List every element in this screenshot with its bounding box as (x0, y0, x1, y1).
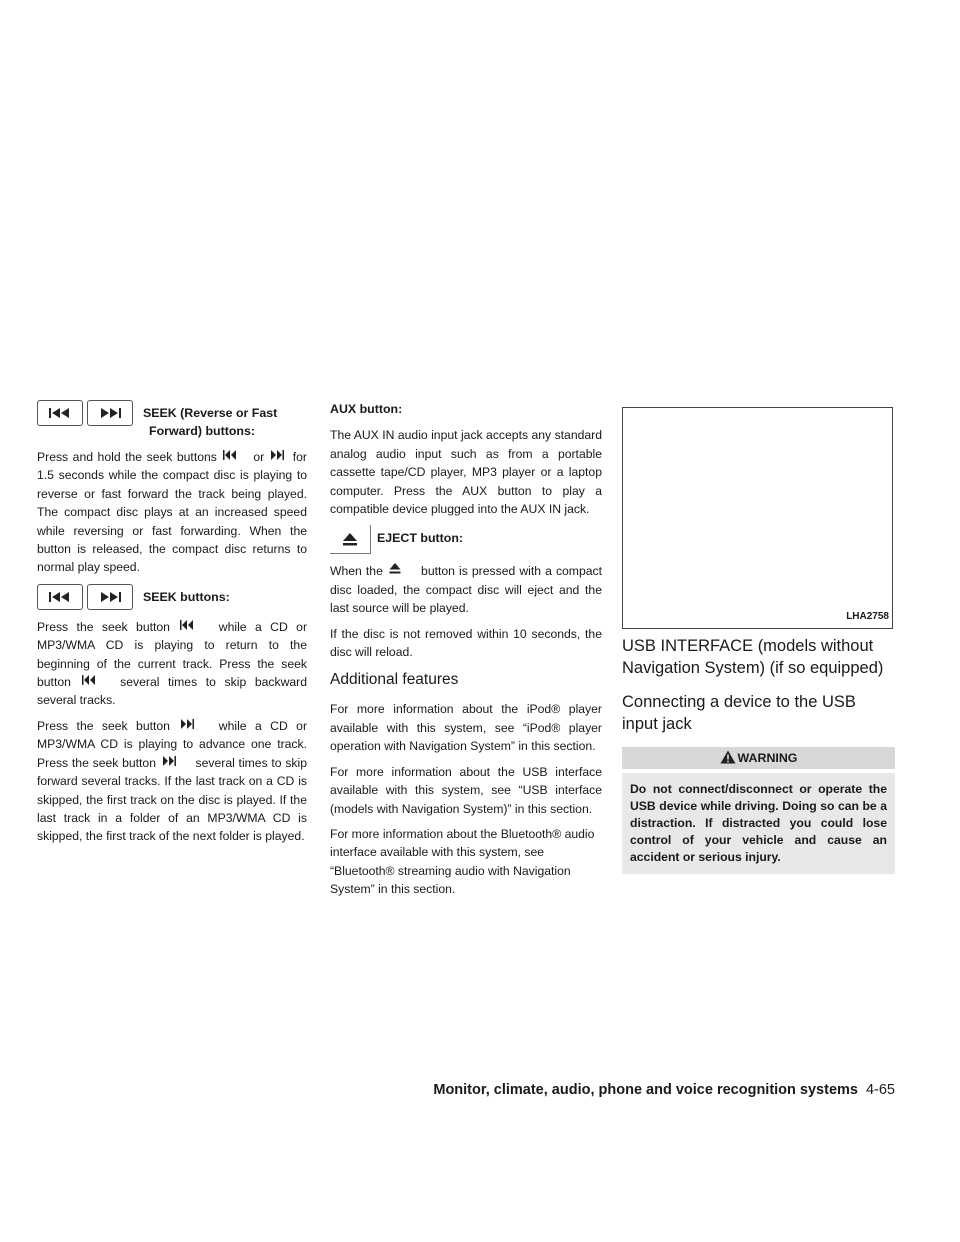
seek-reverse-icon (47, 591, 73, 603)
eject-keycap (330, 525, 371, 554)
seek-button-pair (37, 400, 137, 426)
seek-heading-row (37, 584, 307, 610)
seek-fast-heading-row (37, 400, 307, 440)
additional-ipod-paragraph: For more information about the iPod® player available with this system, see “iPod® player operation with Navigation System” in this section. (330, 702, 602, 754)
warning-header (622, 747, 895, 769)
aux-paragraph: The AUX IN audio input jack accepts any standard analog audio input such as from a portable cassette tape/CD player, MP3 player or a laptop computer. Press the AUX button to play a compatible device plugged into the AUX IN jack. (330, 428, 602, 517)
column-middle (330, 400, 602, 906)
warning-triangle-icon (720, 750, 736, 764)
seek-forward-icon (97, 407, 123, 419)
seek-reverse-icon (47, 407, 73, 419)
seek-button-pair (37, 584, 137, 610)
seek-forward-icon (270, 450, 284, 460)
eject-heading-row (330, 525, 602, 554)
seek-reverse-icon (223, 450, 237, 460)
eject-icon (389, 563, 401, 574)
additional-usb-paragraph: For more information about the USB interface available with this system, see “USB interface (models with Navigation System)” in this section. (330, 764, 602, 816)
seek-reverse-keycap (37, 400, 83, 426)
seek-reverse-icon (180, 620, 194, 630)
seek-reverse-icon (82, 675, 96, 685)
eject-heading: EJECT button: (377, 531, 464, 546)
page-footer (433, 1082, 895, 1098)
column-left (37, 400, 307, 853)
footer-section-title: Monitor, climate, audio, phone and voice recognition systems (433, 1082, 858, 1098)
warning-label: WARNING (737, 751, 798, 765)
aux-heading: AUX button: (330, 402, 403, 416)
seek-forward-icon (180, 719, 194, 729)
additional-features-heading: Additional features (330, 671, 459, 689)
seek-fast-heading (143, 400, 277, 440)
column-right (622, 400, 895, 874)
seek-hold-paragraph: Press and hold the seek buttons or for 1.5 seconds while the compact disc is playing to reverse or fast forward the track being played. The compact disc plays at an increased speed while reversing or fast forwarding. When the button is released, the compact disc returns to normal play speed. (37, 450, 307, 575)
seek-forward-keycap (87, 400, 133, 426)
reload-paragraph: If the disc is not removed within 10 seconds, the disc will reload. (330, 626, 602, 660)
additional-bluetooth-paragraph: For more information about the Bluetooth® audio interface available with this system, see “Bluetooth® streaming audio with Navigation System” in this section. (330, 826, 595, 897)
seek-heading: SEEK buttons: (143, 589, 230, 604)
seek-fast-heading-line2: Forward) buttons: (149, 424, 255, 438)
seek-forward-icon (97, 591, 123, 603)
page-number: 4-65 (865, 1082, 895, 1098)
seek-fast-heading-line1: SEEK (Reverse or Fast (143, 406, 278, 420)
seek-forward-icon (162, 756, 176, 766)
figure-frame (622, 407, 893, 629)
usb-interface-heading: USB INTERFACE (models without Navigation System) (if so equipped) (622, 637, 884, 677)
seek-forward-paragraph: Press the seek button while a CD or MP3/WMA CD is playing to advance one track. Press the seek button several times to skip forward several tracks. If the last track on a CD is skipped, the first track on the disc is played. If the last track in a folder of an MP3/WMA CD is skipped, the first track of the next folder is played. (37, 718, 308, 844)
seek-reverse-paragraph: Press the seek button while a CD or MP3/WMA CD is playing to return to the beginning of the current track. Press the seek button several times to skip backward several tracks. (37, 619, 308, 708)
seek-reverse-keycap (37, 584, 83, 610)
seek-forward-keycap (87, 584, 133, 610)
warning-text: Do not connect/disconnect or operate the USB device while driving. Doing so can be a distraction. If distracted you could lose control of your vehicle and cause an accident or serious injury. (622, 773, 895, 874)
figure-code: LHA2758 (846, 610, 889, 622)
eject-icon (342, 532, 358, 546)
connecting-device-heading: Connecting a device to the USB input jack (622, 693, 856, 733)
eject-paragraph: When the button is pressed with a compact disc loaded, the compact disc will eject and the last source will be played. (330, 564, 603, 616)
